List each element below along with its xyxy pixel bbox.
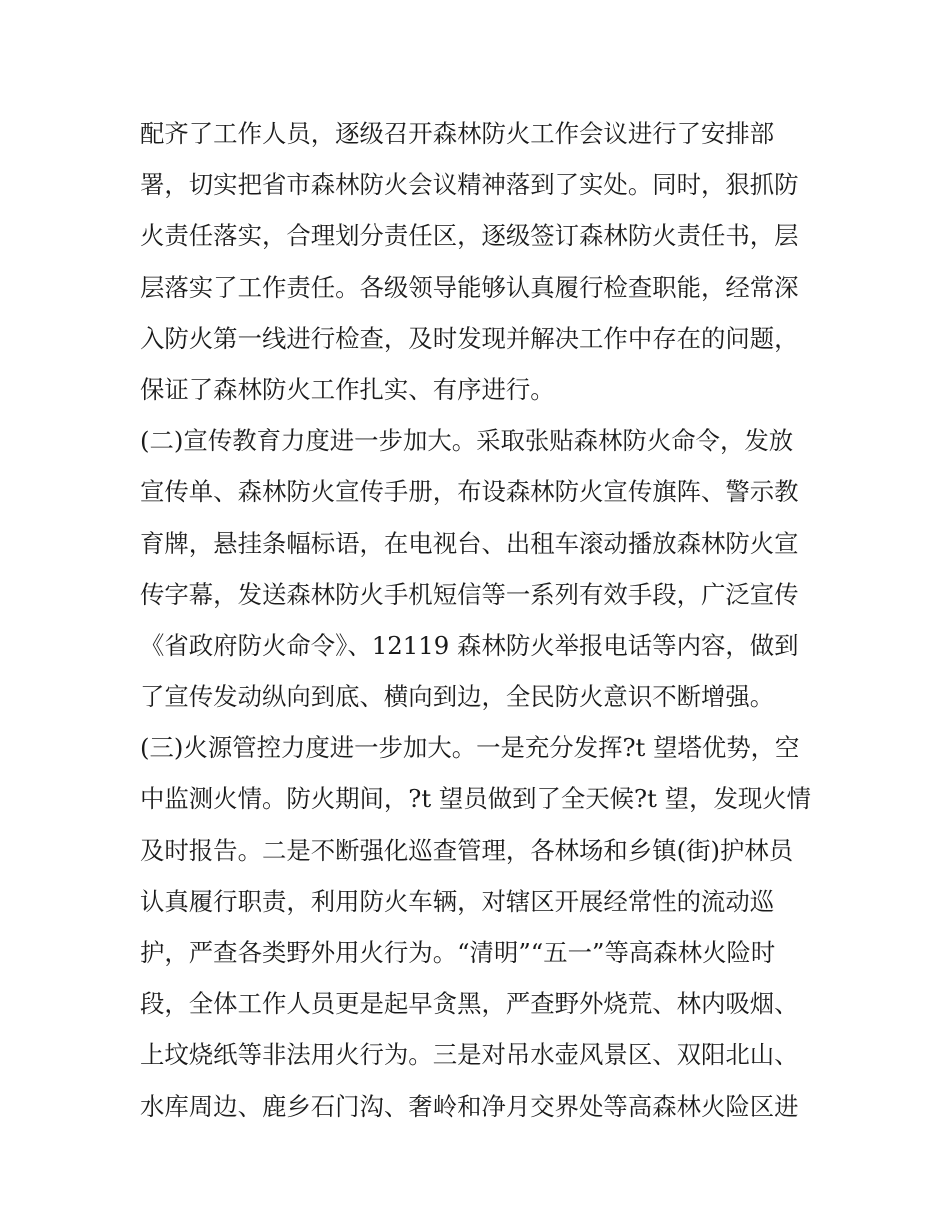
text-line: 层落实了工作责任。各级领导能够认真履行检查职能，经常深: [140, 272, 799, 302]
text-line: 入防火第一线进行检查，及时发现并解决工作中存在的问题，: [140, 323, 799, 353]
text-line: 保证了森林防火工作扎实、有序进行。: [140, 374, 555, 404]
section-heading-line: (三)火源管控力度进一步加大。一是充分发挥?t 望塔优势，空: [140, 733, 800, 763]
section-heading-line: (二)宣传教育力度进一步加大。采取张贴森林防火命令，发放: [140, 426, 794, 456]
text-line: 火责任落实，合理划分责任区，逐级签订森林防火责任书，层: [140, 221, 799, 251]
text-line: 宣传单、森林防火宣传手册，布设森林防火宣传旗阵、警示教: [140, 477, 799, 507]
text-line: 传字幕，发送森林防火手机短信等一系列有效手段，广泛宣传: [140, 579, 799, 609]
text-line: 育牌，悬挂条幅标语，在电视台、出租车滚动播放森林防火宣: [140, 528, 799, 558]
text-line: 护，严查各类野外用火行为。“清明”“五一”等高森林火险时: [140, 938, 776, 967]
text-line: 配齐了工作人员，逐级召开森林防火工作会议进行了安排部: [140, 119, 775, 148]
text-line: 了宣传发动纵向到底、横向到边，全民防火意识不断增强。: [140, 682, 775, 712]
body-text: [140, 108, 830, 1132]
text-line: 署，切实把省市森林防火会议精神落到了实处。同时，狠抓防: [140, 170, 799, 200]
text-line: 中监测火情。防火期间，?t 望员做到了全天候?t 望，发现火情: [140, 784, 812, 814]
text-line: 水库周边、鹿乡石门沟、奢岭和净月交界处等高森林火险区进: [140, 1091, 799, 1121]
text-line: 《省政府防火命令》、12119 森林防火举报电话等内容，做到: [140, 630, 799, 660]
text-line: 上坟烧纸等非法用火行为。三是对吊水壶风景区、双阳北山、: [140, 1040, 799, 1070]
text-line: 段，全体工作人员更是起早贪黑，严查野外烧荒、林内吸烟、: [140, 989, 799, 1019]
text-line: 及时报告。二是不断强化巡查管理，各林场和乡镇(街)护林员: [140, 835, 794, 865]
text-line: 认真履行职责，利用防火车辆，对辖区开展经常性的流动巡: [140, 886, 775, 916]
